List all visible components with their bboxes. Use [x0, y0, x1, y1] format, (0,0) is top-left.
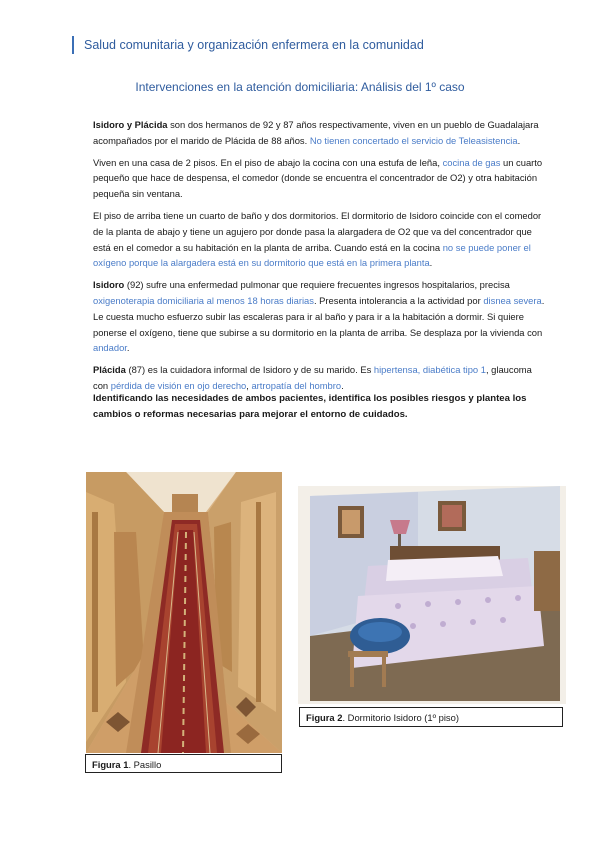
paragraph-2: Viven en una casa de 2 pisos. En el piso de abajo la cocina con una estufa de leña, cocina de gas un cuarto pequeño que hace de despensa, el comedor (donde se encuentra el concentrador de O2) y otra habitación pequeña sin ventana.	[93, 156, 543, 200]
document-title: Intervenciones en la atención domiciliaria: Análisis del 1º caso	[135, 80, 465, 94]
paragraph-5: Plácida (87) es la cuidadora informal de Isidoro y de su marido. Es hipertensa, diabética tipo 1, glaucoma con pérdida de visión en ojo derecho, artropatía del hombro.	[93, 364, 532, 391]
document-header	[72, 36, 424, 54]
paragraph-1: Isidoro y Plácida son dos hermanos de 92 y 87 años respectivamente, viven en un pueblo de Guadalajara acompañados por el marido de Plácida de 88 años. No tienen concertado el servicio de Teleasistencia.	[93, 119, 539, 146]
header-text: Salud comunitaria y organización enfermera en la comunidad	[84, 38, 424, 52]
document-body	[93, 117, 545, 429]
highlight-vision: pérdida de visión en ojo derecho	[110, 379, 247, 391]
patients-names: Isidoro y Plácida	[93, 119, 168, 130]
highlight-oxigeno: no se puede poner el oxígeno porque la alargadera está en su dormitorio que está en la primera planta	[93, 241, 531, 269]
highlight-andador: andador	[93, 342, 127, 354]
highlight-teleasistencia: No tienen concertado el servicio de Teleasistencia	[309, 134, 518, 146]
highlight-cocina-gas: cocina de gas	[442, 156, 501, 168]
figure-2-caption: Figura 2. Dormitorio Isidoro (1º piso)	[299, 707, 563, 727]
placida-name: Plácida	[93, 364, 126, 376]
bedroom-photo	[298, 486, 566, 704]
hallway-photo	[86, 472, 282, 753]
highlight-oxigenoterapia: oxigenoterapia domiciliaria al menos 18 horas diarias	[93, 294, 314, 306]
highlight-disnea: disnea severa	[483, 294, 542, 306]
figure-1-caption: Figura 1. Pasillo	[85, 754, 282, 773]
highlight-hipertensa: hipertensa, diabética tipo 1	[373, 364, 486, 376]
paragraph-3: El piso de arriba tiene un cuarto de baño y dos dormitorios. El dormitorio de Isidoro coincide con el comedor de la planta de abajo y tiene un agujero por donde pasa la alargadera de O2 que va del concentrador que está en el comedor a su habitación en la planta de arriba. Cuando está en la cocina no se puede poner el oxígeno porque la alargadera está en su dormitorio que está en la primera planta.	[93, 209, 542, 269]
highlight-artropatia: artropatía del hombro	[251, 379, 342, 391]
paragraph-4: Isidoro (92) sufre una enfermedad pulmonar que requiere frecuentes ingresos hospitalarios, precisa oxigenoterapia domiciliaria al menos 18 horas diarias. Presenta intolerancia a la actividad por disnea severa. Le cuesta mucho esfuerzo subir las escaleras para ir al baño y para ir a la habitación a dormir. Si quiere ponerse el oxígeno, tiene que subirse a su dormitorio en la planta de arriba. Se desplaza por la vivienda con andador.	[93, 279, 545, 354]
isidoro-name: Isidoro	[93, 279, 125, 291]
task-question: Identificando las necesidades de ambos pacientes, identifica los posibles riesgos y plantea los cambios o reformas necesarias para mejorar el entorno de cuidados.	[93, 392, 527, 420]
